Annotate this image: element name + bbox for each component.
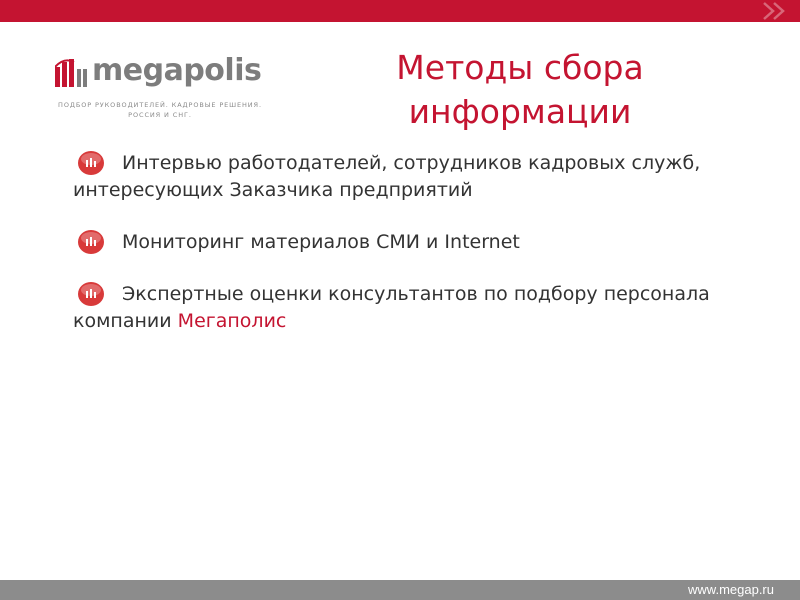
slide-title-line2: информации bbox=[408, 92, 632, 131]
bullet-logo-icon bbox=[77, 150, 105, 176]
logo-wordmark: megapolis bbox=[92, 53, 262, 88]
logo-tagline-line2: РОССИЯ И СНГ. bbox=[128, 111, 192, 119]
bullet-logo-icon bbox=[77, 281, 105, 307]
bullet-highlight: Мегаполис bbox=[177, 310, 287, 332]
building-columns-icon bbox=[55, 59, 89, 87]
megapolis-logo bbox=[55, 55, 275, 125]
footer-url-link[interactable]: www.megap.ru bbox=[688, 582, 774, 597]
slide-title-line1: Методы сбора bbox=[396, 48, 644, 87]
footer-bar bbox=[0, 580, 800, 600]
slide-title bbox=[370, 46, 670, 134]
logo-tagline bbox=[55, 100, 265, 120]
logo-tagline-line1: ПОДБОР РУКОВОДИТЕЛЕЙ. КАДРОВЫЕ РЕШЕНИЯ. bbox=[58, 101, 262, 109]
bullet-item bbox=[73, 281, 713, 335]
bullet-text: Интервью работодателей, сотрудников кадровых служб, интересующих Заказчика предприятий bbox=[73, 152, 701, 201]
bullet-list bbox=[73, 150, 713, 360]
double-chevron-right-icon bbox=[754, 0, 794, 22]
bullet-item bbox=[73, 229, 713, 256]
bullet-text: Экспертные оценки консультантов по подбору персонала компании bbox=[73, 283, 710, 332]
top-accent-bar bbox=[0, 0, 800, 22]
bullet-text: Мониторинг материалов СМИ и Internet bbox=[122, 231, 520, 253]
bullet-item bbox=[73, 150, 713, 204]
bullet-logo-icon bbox=[77, 229, 105, 255]
